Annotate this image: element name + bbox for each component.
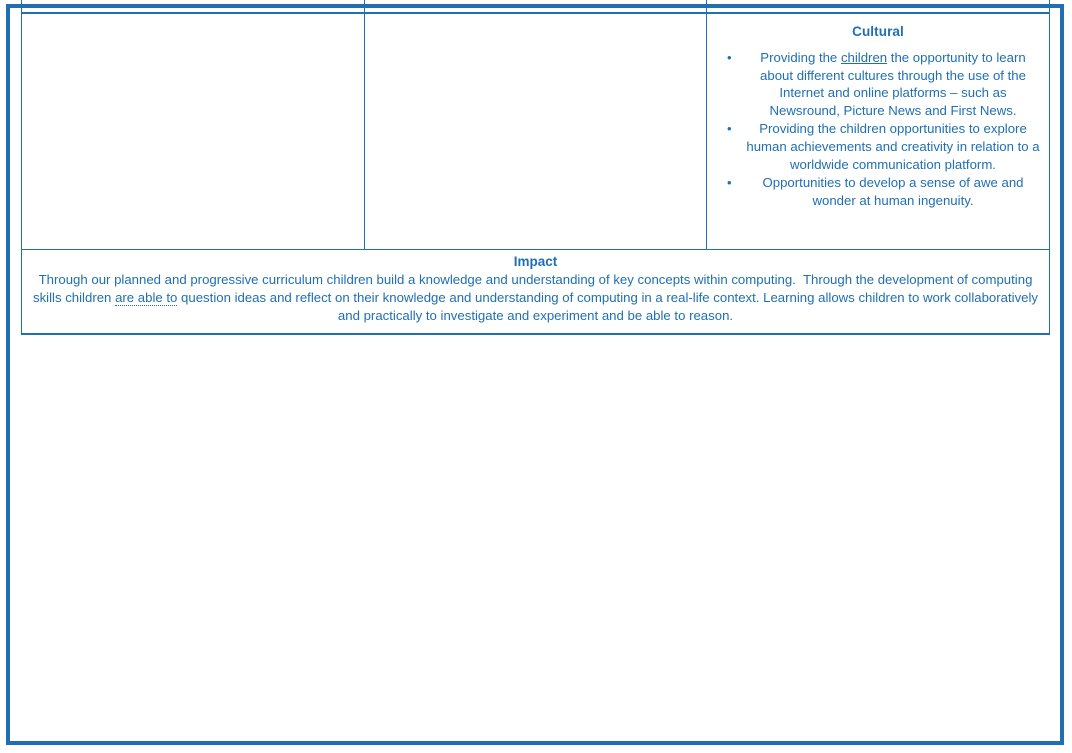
table-cell-spiritual — [22, 14, 365, 249]
impact-heading: Impact — [513, 254, 558, 269]
column-heading-cultural: Cultural — [852, 24, 904, 39]
grammar-underline-are-able-to: are able to — [115, 290, 178, 305]
table-cell-social — [365, 14, 707, 249]
table-row-previous-clipped — [21, 0, 1050, 14]
impact-text: Through our planned and progressive curriculum children build a knowledge and understanding of key concepts within computing. Through the development of computing skills children are able to question ideas and reflect on their knowledge and understanding of computing in a real-life context. Learning allows children to work collaboratively and practically to investigate and experiment and be able to reason. — [32, 272, 1039, 323]
table-cell-previous-1 — [22, 0, 365, 12]
table-cell-previous-2 — [365, 0, 707, 12]
spellcheck-underline-children: children — [840, 50, 888, 65]
list-item: • Opportunities to develop a sense of awe and wonder at human ingenuity. — [737, 174, 1041, 209]
list-item: • Providing the children opportunities to explore human achievements and creativity in relation to a worldwide communication platform. — [737, 120, 1041, 173]
curriculum-table — [21, 0, 1050, 335]
table-cell-previous-3 — [707, 0, 1049, 12]
cultural-bullet-list — [715, 49, 1041, 209]
list-item: • Providing the children the opportunity to learn about different cultures through the use of the Internet and online platforms – such as Newsround, Picture News and First News. — [737, 49, 1041, 119]
table-row-smsc — [21, 14, 1050, 250]
table-cell-cultural — [707, 14, 1049, 249]
table-row-impact — [21, 250, 1050, 335]
